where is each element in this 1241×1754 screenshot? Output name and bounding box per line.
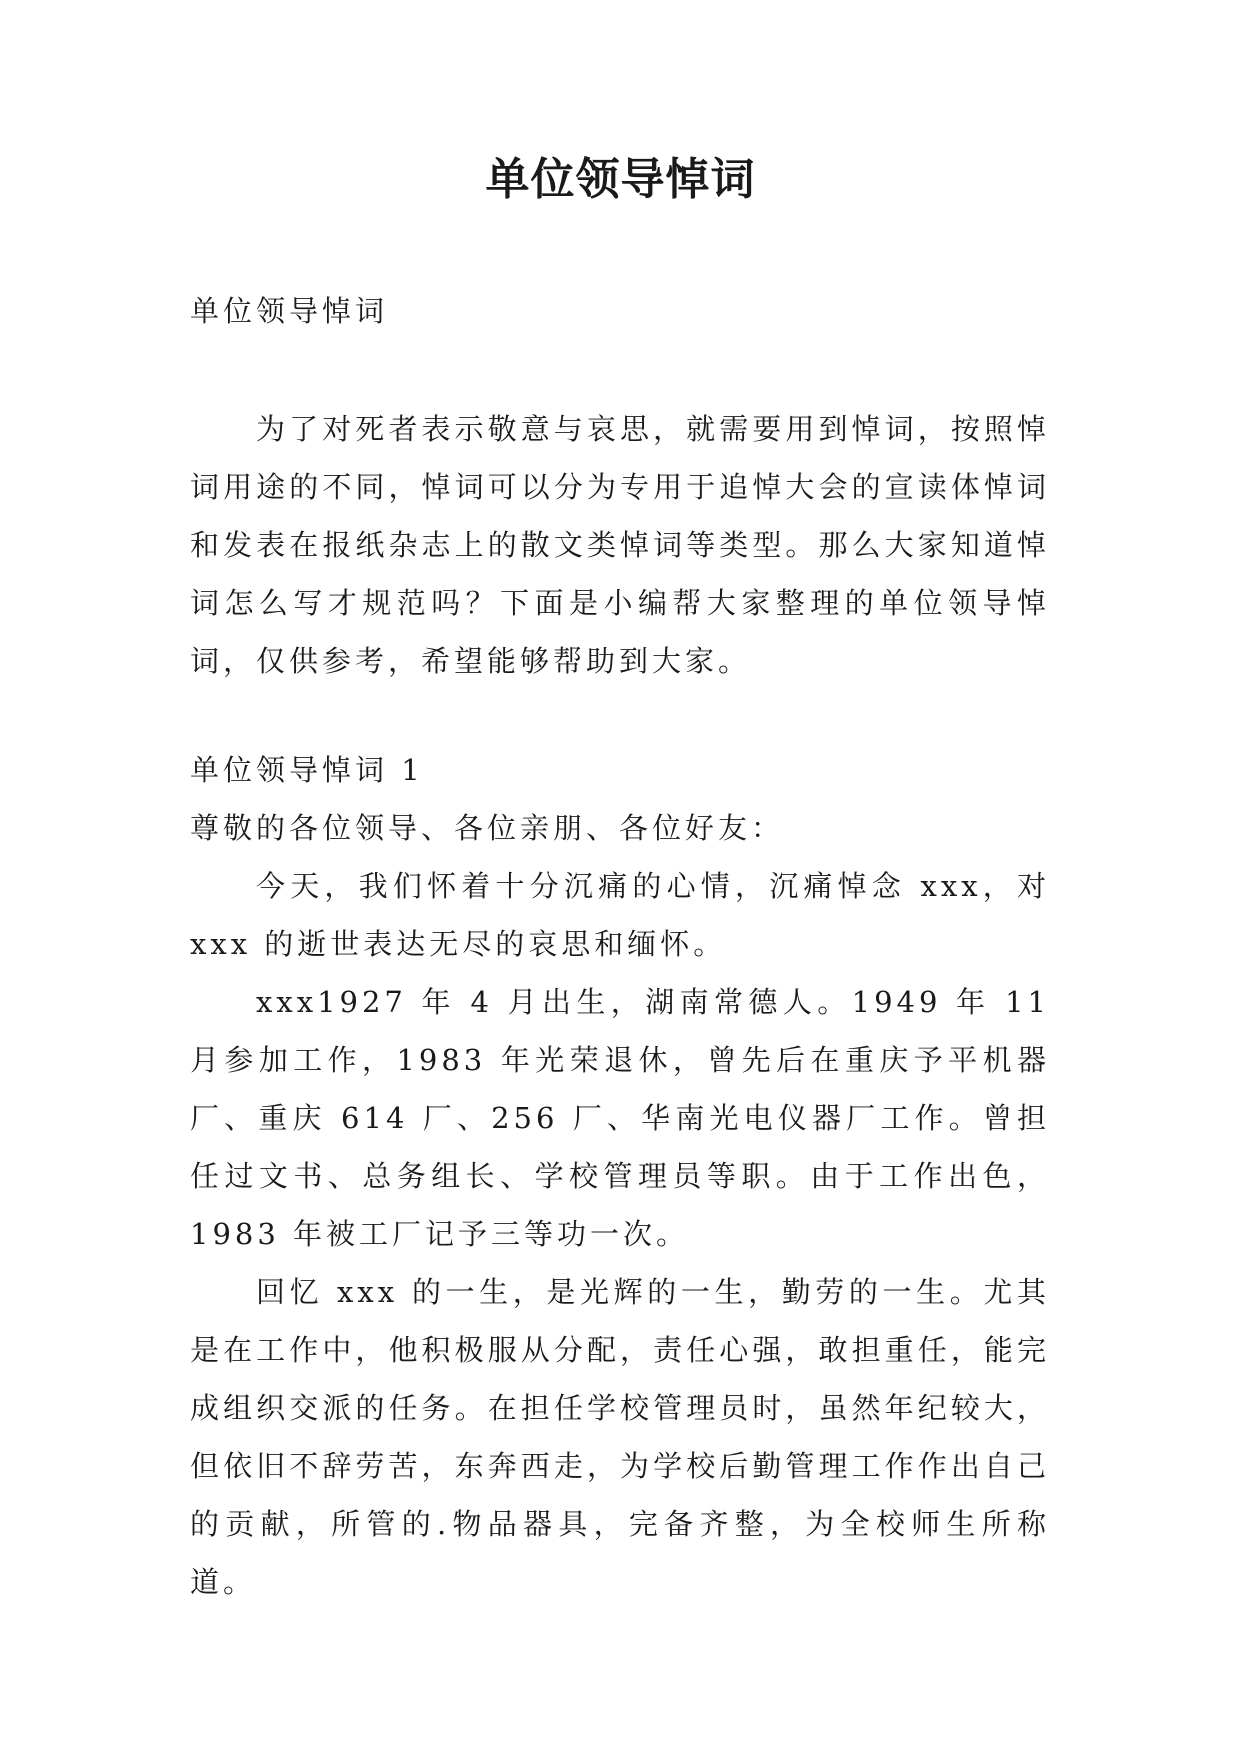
body-paragraph-2: xxx1927 年 4 月出生，湖南常德人。1949 年 11 月参加工作，1983 年光荣退休，曾先后在重庆予平机器厂、重庆 614 厂、256 厂、华南光电仪器厂工作。曾担任过文书、总务组长、学校管理员等职。由于工作出色，1983 年被工厂记予三等功一次。 — [190, 985, 1050, 1251]
body-paragraph-3: 回忆 xxx 的一生，是光辉的一生，勤劳的一生。尤其是在工作中，他积极服从分配，责任心强，敢担重任，能完成组织交派的任务。在担任学校管理员时，虽然年纪较大，但依旧不辞劳苦，东奔西走，为学校后勤管理工作作出自己的贡献，所管的.物品器具，完备齐整，为全校师生所称道。 — [190, 1275, 1050, 1599]
document-title: 单位领导悼词 — [485, 154, 756, 205]
salutation: 尊敬的各位领导、各位亲朋、各位好友： — [190, 811, 785, 845]
intro-paragraph: 为了对死者表示敬意与哀思，就需要用到悼词，按照悼词用途的不同，悼词可以分为专用于追悼大会的宣读体悼词和发表在报纸杂志上的散文类悼词等类型。那么大家知道悼词怎么写才规范吗？下面是小编帮大家整理的单位领导悼词，仅供参考，希望能够帮助到大家。 — [190, 412, 1050, 678]
section-heading: 单位领导悼词 1 — [190, 753, 424, 787]
document-subtitle: 单位领导悼词 — [190, 294, 389, 328]
body-paragraph-1: 今天，我们怀着十分沉痛的心情，沉痛悼念 xxx，对 xxx 的逝世表达无尽的哀思和缅怀。 — [190, 869, 1050, 961]
